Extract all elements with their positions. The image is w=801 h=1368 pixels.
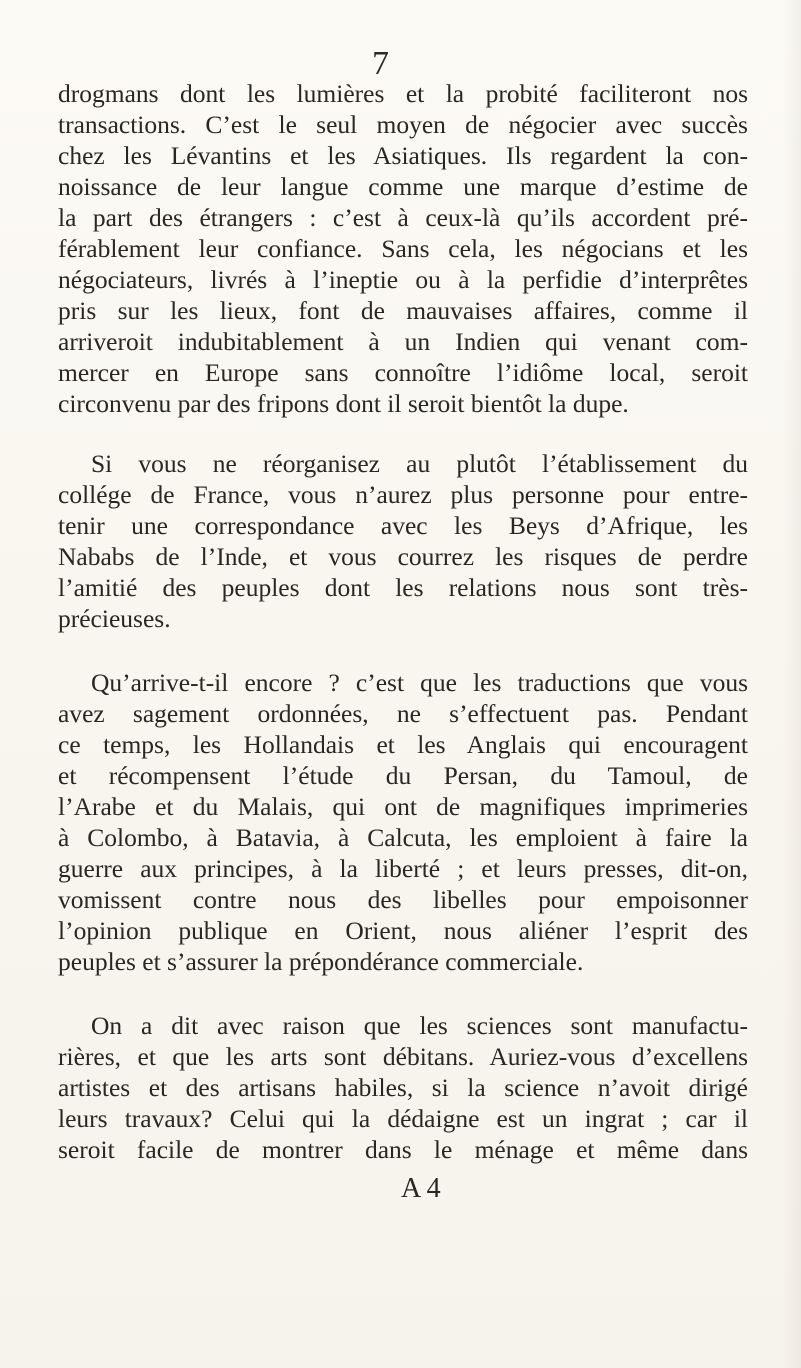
text-line: à Colombo, à Batavia, à Calcuta, les emploient à faire la bbox=[58, 823, 748, 852]
text-line: transactions. C’est le seul moyen de négocier avec succès bbox=[58, 110, 748, 139]
text-line: On a dit avec raison que les sciences sont manufactu- bbox=[91, 1011, 748, 1040]
paragraph-3 bbox=[58, 667, 748, 977]
text-line: l’opinion publique en Orient, nous aliéner l’esprit des bbox=[58, 916, 748, 945]
text-line: rières, et que les arts sont débitans. Auriez-vous d’excellens bbox=[58, 1042, 748, 1071]
text-line: tenir une correspondance avec les Beys d’Afrique, les bbox=[58, 511, 748, 540]
body-text bbox=[58, 78, 748, 1165]
page-edge-shadow bbox=[783, 0, 801, 1368]
text-line: noissance de leur langue comme une marque d’estime de bbox=[58, 172, 748, 201]
text-line: leurs travaux? Celui qui la dédaigne est un ingrat ; car il bbox=[58, 1104, 748, 1133]
text-line: l’amitié des peuples dont les relations nous sont très- bbox=[58, 573, 748, 602]
paragraph-1 bbox=[58, 78, 748, 419]
text-line: précieuses. bbox=[58, 604, 171, 633]
text-line: Nababs de l’Inde, et vous courrez les risques de perdre bbox=[58, 542, 748, 571]
paragraph-4 bbox=[58, 1010, 748, 1165]
page-number: 7 bbox=[372, 45, 389, 82]
text-line: avez sagement ordonnées, ne s’effectuent pas. Pendant bbox=[58, 699, 748, 728]
text-line: circonvenu par des fripons dont il seroit bientôt la dupe. bbox=[58, 389, 629, 418]
text-line: chez les Lévantins et les Asiatiques. Ils regardent la con- bbox=[58, 141, 748, 170]
text-line: peuples et s’assurer la prépondérance commerciale. bbox=[58, 947, 584, 976]
text-line: vomissent contre nous des libelles pour empoisonner bbox=[58, 885, 748, 914]
text-line: Si vous ne réorganisez au plutôt l’établissement du bbox=[91, 449, 748, 478]
text-line: collége de France, vous n’aurez plus personne pour entre- bbox=[58, 480, 748, 509]
text-line: artistes et des artisans habiles, si la science n’avoit dirigé bbox=[58, 1073, 748, 1102]
text-line: drogmans dont les lumières et la probité faciliteront nos bbox=[58, 79, 748, 108]
text-line: pris sur les lieux, font de mauvaises affaires, comme il bbox=[58, 296, 748, 325]
text-line: et récompensent l’étude du Persan, du Tamoul, de bbox=[58, 761, 748, 790]
text-line: l’Arabe et du Malais, qui ont de magnifiques imprimeries bbox=[58, 792, 748, 821]
paragraph-2 bbox=[58, 448, 748, 634]
text-line: seroit facile de montrer dans le ménage et même dans bbox=[58, 1135, 748, 1164]
text-line: ce temps, les Hollandais et les Anglais qui encouragent bbox=[58, 730, 748, 759]
text-line: Qu’arrive-t-il encore ? c’est que les traductions que vous bbox=[91, 668, 748, 697]
text-line: férablement leur confiance. Sans cela, les négocians et les bbox=[58, 234, 748, 263]
signature-mark: A 4 bbox=[401, 1173, 441, 1204]
text-line: la part des étrangers : c’est à ceux-là qu’ils accordent pré- bbox=[58, 203, 748, 232]
text-line: arriveroit indubitablement à un Indien qui venant com- bbox=[58, 327, 748, 356]
text-line: guerre aux principes, à la liberté ; et leurs presses, dit-on, bbox=[58, 854, 748, 883]
text-line: mercer en Europe sans connoître l’idiôme local, seroit bbox=[58, 358, 748, 387]
text-line: négociateurs, livrés à l’ineptie ou à la perfidie d’interprêtes bbox=[58, 265, 748, 294]
